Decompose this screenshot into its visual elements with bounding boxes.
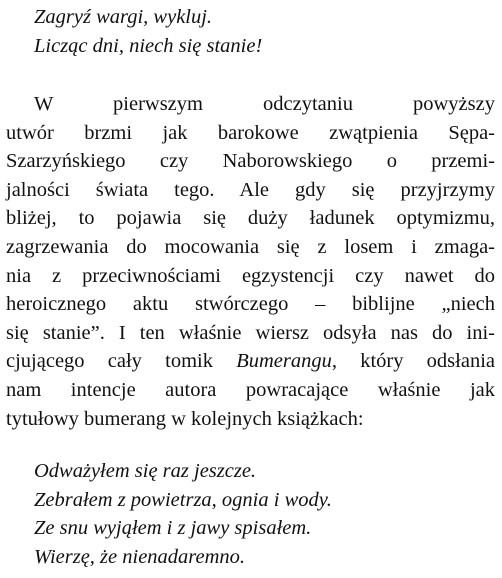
prose-line-with-title xyxy=(6,347,495,376)
book-title-reference: Bumerangu xyxy=(236,350,332,373)
verse-line: Zebrałem z powietrza, ognia i wody. xyxy=(34,488,332,511)
verse-line: Zagryź wargi, wykluj. xyxy=(34,6,213,28)
verse-line: Wierzę, że nienadaremno. xyxy=(34,545,246,568)
prose-line: jalności świata tego. Ale gdy się przyjrzymy xyxy=(6,178,495,201)
prose-line: się stanie”. I ten właśnie wiersz odsyła nas do ini- xyxy=(6,321,495,344)
verse-line: Licząc dni, niech się stanie! xyxy=(34,34,263,57)
prose-line: heroicznego aktu stwórczego – biblijne „niech xyxy=(6,293,495,316)
prose-line: tytułowy bumerang w kolejnych książkach: xyxy=(6,407,364,430)
verse-line: Odważyłem się raz jeszcze. xyxy=(34,460,257,482)
prose-line-start: cjującego cały tomik xyxy=(6,350,237,373)
prose-line-end: , który odsłania xyxy=(331,350,495,373)
prose-paragraph xyxy=(6,90,495,433)
prose-line: zagrzewania do mocowania się z losem i zmaga- xyxy=(6,235,495,258)
verse-quote-bottom xyxy=(34,457,332,571)
prose-line: nam intencje autora powracające właśnie jak xyxy=(6,378,495,401)
prose-line: utwór brzmi jak barokowe zwątpienia Sępa- xyxy=(6,121,495,144)
prose-line: Szarzyńskiego czy Naborowskiego o przemi- xyxy=(6,150,495,173)
verse-quote-top xyxy=(34,3,262,60)
verse-line: Ze snu wyjąłem i z jawy spisałem. xyxy=(34,517,312,540)
prose-line: bliżej, to pojawia się duży ładunek optymizmu, xyxy=(6,207,495,230)
prose-line: nia z przeciwnościami egzystencji czy nawet do xyxy=(6,264,495,287)
prose-line: W pierwszym odczytaniu powyższy xyxy=(34,93,495,115)
